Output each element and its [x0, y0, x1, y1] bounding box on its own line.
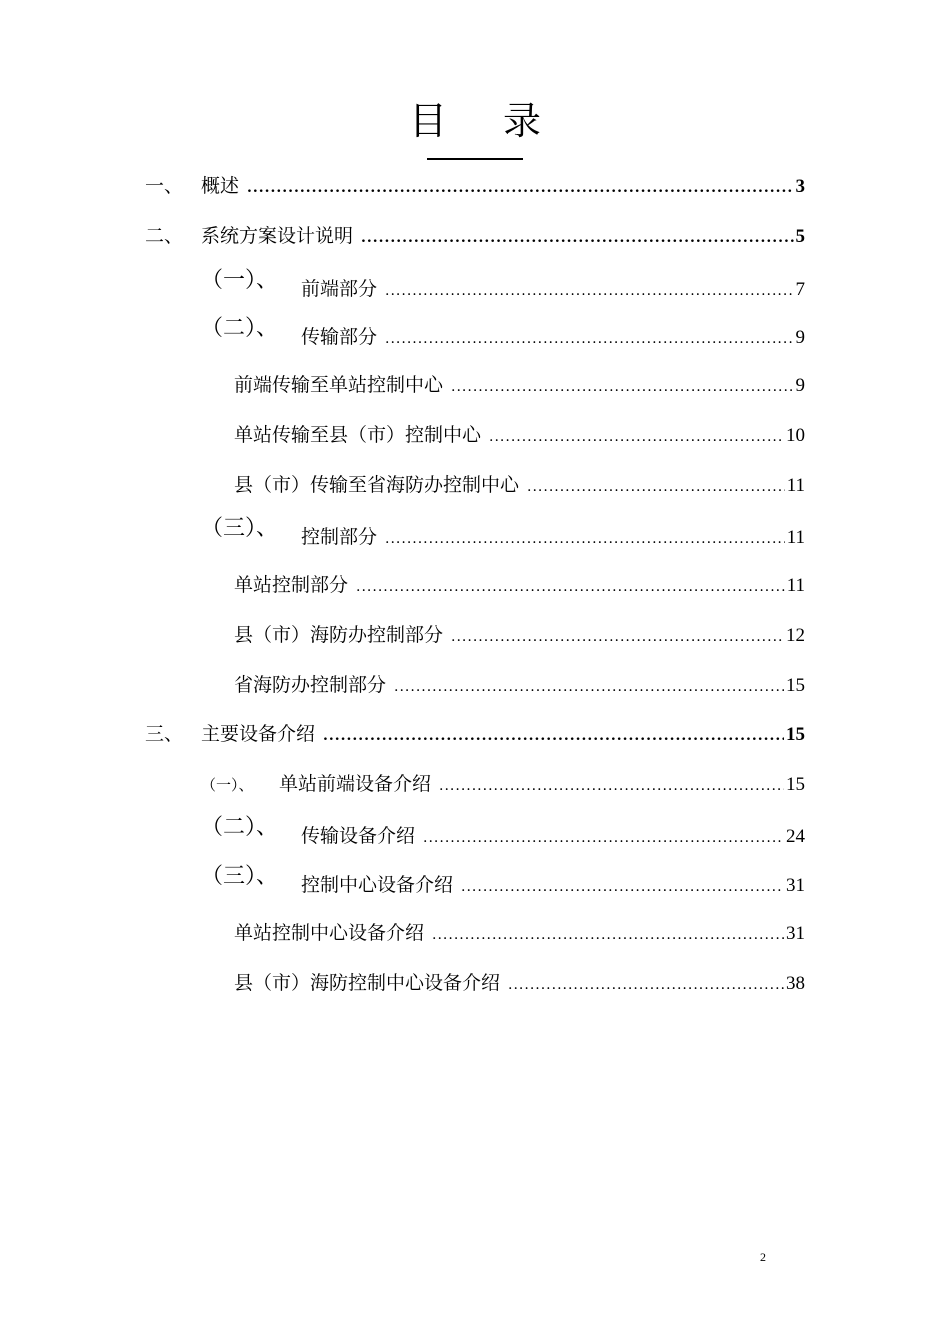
toc-entry-number: （一）、	[201, 776, 254, 794]
toc-entry-label: 传输设备介绍	[301, 825, 416, 847]
toc-entry-label: 县（市）海防控制中心设备介绍	[234, 972, 501, 994]
toc-entry-label: 单站控制中心设备介绍	[234, 922, 425, 944]
toc-entry-label: 系统方案设计说明	[201, 225, 354, 247]
toc-leader-dots	[323, 723, 784, 749]
toc-leader-dots	[385, 326, 793, 352]
toc-entry-transmission-equipment[interactable]	[201, 815, 805, 851]
toc-entry-label: 县（市）传输至省海防办控制中心	[234, 474, 520, 496]
toc-entry-page: 15	[786, 724, 805, 745]
toc-entry-county-control-center-equipment[interactable]	[234, 970, 805, 998]
toc-entry-station-to-county[interactable]	[234, 422, 805, 450]
toc-entry-label: 省海防办控制部分	[234, 674, 387, 696]
toc-entry-number: 一、	[145, 175, 184, 197]
toc-entry-page: 15	[786, 774, 805, 795]
toc-leader-dots	[432, 922, 784, 948]
toc-entry-frontend[interactable]	[201, 268, 805, 304]
toc-entry-label: 主要设备介绍	[201, 723, 316, 745]
toc-leader-dots	[508, 972, 784, 998]
toc-entry-station-control-center-equipment[interactable]	[234, 920, 805, 948]
toc-entry-page: 7	[795, 279, 805, 300]
toc-entry-station-control[interactable]	[234, 572, 805, 600]
toc-entry-label: 控制中心设备介绍	[301, 874, 454, 896]
toc-entry-overview[interactable]	[145, 173, 805, 201]
toc-entry-page: 3	[795, 176, 805, 197]
toc-entry-label: 单站传输至县（市）控制中心	[234, 424, 482, 446]
title-underline	[427, 158, 523, 160]
toc-entry-label: 县（市）海防办控制部分	[234, 624, 444, 646]
toc-entry-page: 11	[786, 575, 805, 596]
toc-entry-label: 单站控制部分	[234, 574, 349, 596]
toc-leader-dots	[385, 278, 793, 304]
toc-leader-dots	[394, 674, 784, 700]
page-title: 目 录	[408, 99, 564, 143]
toc-entry-label: 前端部分	[301, 278, 378, 300]
toc-leader-dots	[356, 574, 785, 600]
toc-leader-dots	[439, 773, 784, 799]
toc-leader-dots	[423, 825, 784, 851]
toc-entry-number: （二）、	[201, 815, 279, 840]
toc-entry-frontend-to-station[interactable]	[234, 372, 805, 400]
toc-leader-dots	[361, 225, 793, 251]
toc-leader-dots	[451, 624, 784, 650]
toc-entry-page: 9	[795, 327, 805, 348]
toc-entry-control-center-equipment[interactable]	[201, 864, 805, 900]
toc-entry-number: （二）、	[201, 316, 279, 341]
toc-entry-page: 31	[786, 923, 805, 944]
toc-entry-page: 11	[786, 475, 805, 496]
toc-entry-page: 15	[786, 675, 805, 696]
toc-entry-page: 10	[786, 425, 805, 446]
toc-entry-label: 概述	[201, 175, 240, 197]
toc-leader-dots	[461, 874, 784, 900]
toc-leader-dots	[385, 526, 785, 552]
toc-entry-number: （三）、	[201, 516, 279, 541]
page-number: 2	[760, 1250, 766, 1264]
toc-entry-station-frontend-equipment[interactable]	[201, 771, 805, 799]
toc-entry-page: 24	[786, 826, 805, 847]
toc-entry-number: 二、	[145, 225, 184, 247]
toc-entry-page: 12	[786, 625, 805, 646]
toc-entry-number: （一）、	[201, 268, 279, 293]
toc-entry-number: （三）、	[201, 864, 279, 889]
toc-leader-dots	[451, 374, 793, 400]
toc-entry-control[interactable]	[201, 516, 805, 552]
toc-entry-page: 9	[795, 375, 805, 396]
toc-leader-dots	[247, 175, 793, 201]
toc-entry-system-design[interactable]	[145, 223, 805, 251]
toc-entry-page: 5	[795, 226, 805, 247]
toc-entry-page: 31	[786, 875, 805, 896]
toc-entry-number: 三、	[145, 723, 184, 745]
toc-leader-dots	[527, 474, 785, 500]
toc-entry-label: 控制部分	[301, 526, 378, 548]
toc-entry-transmission[interactable]	[201, 316, 805, 352]
toc-entry-label: 单站前端设备介绍	[279, 773, 432, 795]
toc-entry-county-control[interactable]	[234, 622, 805, 650]
toc-entry-page: 11	[786, 527, 805, 548]
toc-entry-label: 传输部分	[301, 326, 378, 348]
toc-entry-main-equipment[interactable]	[145, 721, 805, 749]
toc-entry-page: 38	[786, 973, 805, 994]
toc-leader-dots	[489, 424, 784, 450]
toc-entry-county-to-province[interactable]	[234, 472, 805, 500]
toc-entry-province-control[interactable]	[234, 672, 805, 700]
toc-entry-label: 前端传输至单站控制中心	[234, 374, 444, 396]
